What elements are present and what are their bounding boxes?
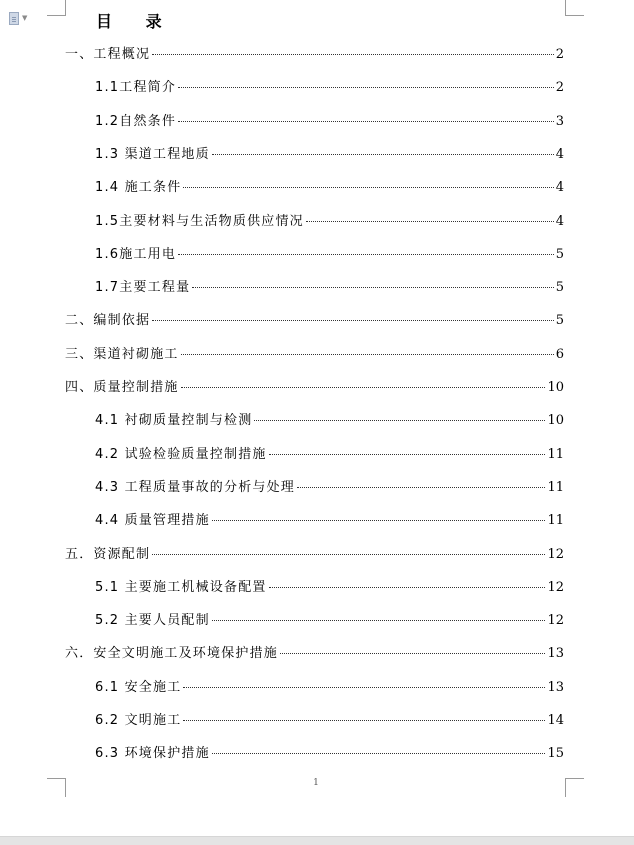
toc-entry[interactable] bbox=[95, 712, 564, 729]
toc-entry-label: 5.1 主要施工机械设备配置 bbox=[95, 579, 267, 595]
toc-entry-page: 2 bbox=[555, 80, 564, 96]
toc-entry[interactable] bbox=[95, 246, 564, 263]
toc-entry-page: 4 bbox=[555, 146, 564, 162]
toc-dot-leader bbox=[306, 221, 554, 222]
toc-entry-label: 一、工程概况 bbox=[65, 47, 151, 62]
toc-entry-label: 1.7主要工程量 bbox=[95, 280, 191, 296]
toc-dot-leader bbox=[212, 154, 554, 155]
toc-dot-leader bbox=[212, 620, 546, 621]
toc-entry[interactable] bbox=[95, 579, 564, 596]
chevron-down-icon: ▼ bbox=[22, 14, 28, 22]
toc-entry-page: 13 bbox=[547, 679, 564, 695]
page-icon bbox=[9, 12, 19, 25]
toc-entry-page: 12 bbox=[547, 613, 564, 629]
toc-entry-page: 11 bbox=[547, 479, 564, 495]
toc-entry-label: 4.2 试验检验质量控制措施 bbox=[95, 446, 267, 462]
toc-entry-page: 14 bbox=[547, 713, 564, 728]
toc-entry[interactable] bbox=[95, 745, 564, 762]
toc-entry-label: 1.2自然条件 bbox=[95, 113, 177, 129]
toc-dot-leader bbox=[181, 387, 546, 388]
toc-entry-page: 13 bbox=[547, 646, 564, 662]
toc-entry-label: 四、质量控制措施 bbox=[65, 380, 179, 395]
document-menu-icon[interactable] bbox=[9, 11, 37, 25]
toc-dot-leader bbox=[152, 54, 554, 55]
toc-entry-page: 2 bbox=[555, 47, 564, 62]
toc-entry[interactable] bbox=[95, 179, 564, 196]
toc-dot-leader bbox=[183, 187, 553, 188]
toc-title: 目 录 bbox=[96, 12, 176, 31]
toc-entry-label: 1.1工程简介 bbox=[95, 80, 177, 96]
toc-entry[interactable] bbox=[95, 146, 564, 163]
toc-entry-page: 5 bbox=[555, 280, 564, 296]
toc-entry[interactable] bbox=[65, 312, 564, 329]
toc-entry-page: 15 bbox=[547, 746, 564, 762]
toc-dot-leader bbox=[178, 87, 554, 88]
toc-entry-page: 12 bbox=[547, 546, 564, 562]
toc-entry-label: 五．资源配制 bbox=[65, 546, 151, 562]
toc-entry[interactable] bbox=[95, 479, 564, 496]
toc-entry[interactable] bbox=[65, 645, 564, 662]
toc-entry-page: 3 bbox=[555, 113, 564, 129]
toc-dot-leader bbox=[269, 587, 546, 588]
toc-dot-leader bbox=[280, 653, 545, 654]
toc-entry-label: 4.3 工程质量事故的分析与处理 bbox=[95, 479, 296, 495]
toc-dot-leader bbox=[152, 320, 554, 321]
toc-entry-label: 6.1 安全施工 bbox=[95, 679, 182, 695]
toc-dot-leader bbox=[192, 287, 553, 288]
toc-entry[interactable] bbox=[95, 213, 564, 230]
toc-entry[interactable] bbox=[65, 546, 564, 563]
toc-dot-leader bbox=[178, 254, 554, 255]
toc-entry-page: 12 bbox=[547, 579, 564, 595]
toc-entry-page: 5 bbox=[555, 313, 564, 329]
toc-entry-label: 三、渠道衬砌施工 bbox=[65, 346, 179, 362]
toc-entry[interactable] bbox=[95, 412, 564, 429]
toc-entry[interactable] bbox=[65, 46, 564, 63]
page-number: 1 bbox=[313, 778, 319, 788]
toc-entry-label: 二、编制依据 bbox=[65, 313, 151, 329]
toc-entry-page: 11 bbox=[547, 513, 564, 529]
toc-entry-label: 1.3 渠道工程地质 bbox=[95, 146, 210, 162]
toc-dot-leader bbox=[183, 687, 545, 688]
toc-dot-leader bbox=[152, 554, 545, 555]
toc-dot-leader bbox=[269, 454, 546, 455]
toc-entry-label: 1.6施工用电 bbox=[95, 246, 177, 262]
toc-entry[interactable] bbox=[95, 279, 564, 296]
toc-entry[interactable] bbox=[95, 113, 564, 130]
margin-corner-top-left bbox=[47, 0, 66, 16]
toc-entry-page: 11 bbox=[547, 446, 564, 462]
toc-entry[interactable] bbox=[95, 612, 564, 629]
toc-entry-page: 4 bbox=[555, 213, 564, 229]
toc-entry-label: 5.2 主要人员配制 bbox=[95, 613, 210, 629]
margin-corner-bottom-left bbox=[47, 778, 66, 797]
toc-entry-label: 1.5主要材料与生活物质供应情况 bbox=[95, 213, 304, 229]
toc-entry-page: 10 bbox=[547, 380, 564, 395]
toc-entry-page: 6 bbox=[555, 346, 564, 362]
toc-entry-label: 4.1 衬砌质量控制与检测 bbox=[95, 413, 253, 429]
toc-dot-leader bbox=[183, 720, 545, 721]
toc-entry[interactable] bbox=[65, 379, 564, 396]
toc-entry-label: 六．安全文明施工及环境保护措施 bbox=[65, 646, 279, 662]
toc-dot-leader bbox=[297, 487, 545, 488]
toc-entry[interactable] bbox=[95, 512, 564, 529]
toc-entry-label: 4.4 质量管理措施 bbox=[95, 513, 210, 529]
toc-entry[interactable] bbox=[95, 446, 564, 463]
toc-entry-label: 1.4 施工条件 bbox=[95, 180, 182, 196]
toc-dot-leader bbox=[178, 121, 554, 122]
toc-entry-page: 5 bbox=[555, 246, 564, 262]
toc-entry-page: 10 bbox=[547, 413, 564, 429]
toc-dot-leader bbox=[181, 354, 554, 355]
toc-entry[interactable] bbox=[95, 679, 564, 696]
toc-entry-label: 6.2 文明施工 bbox=[95, 713, 182, 728]
toc-dot-leader bbox=[212, 753, 546, 754]
toc-dot-leader bbox=[212, 520, 546, 521]
toc-entry-label: 6.3 环境保护措施 bbox=[95, 746, 210, 762]
margin-corner-bottom-right bbox=[565, 778, 584, 797]
toc-dot-leader bbox=[254, 420, 545, 421]
margin-corner-top-right bbox=[565, 0, 584, 16]
toc-entry[interactable] bbox=[65, 346, 564, 363]
toc-entry[interactable] bbox=[95, 79, 564, 96]
toc-entry-page: 4 bbox=[555, 180, 564, 196]
